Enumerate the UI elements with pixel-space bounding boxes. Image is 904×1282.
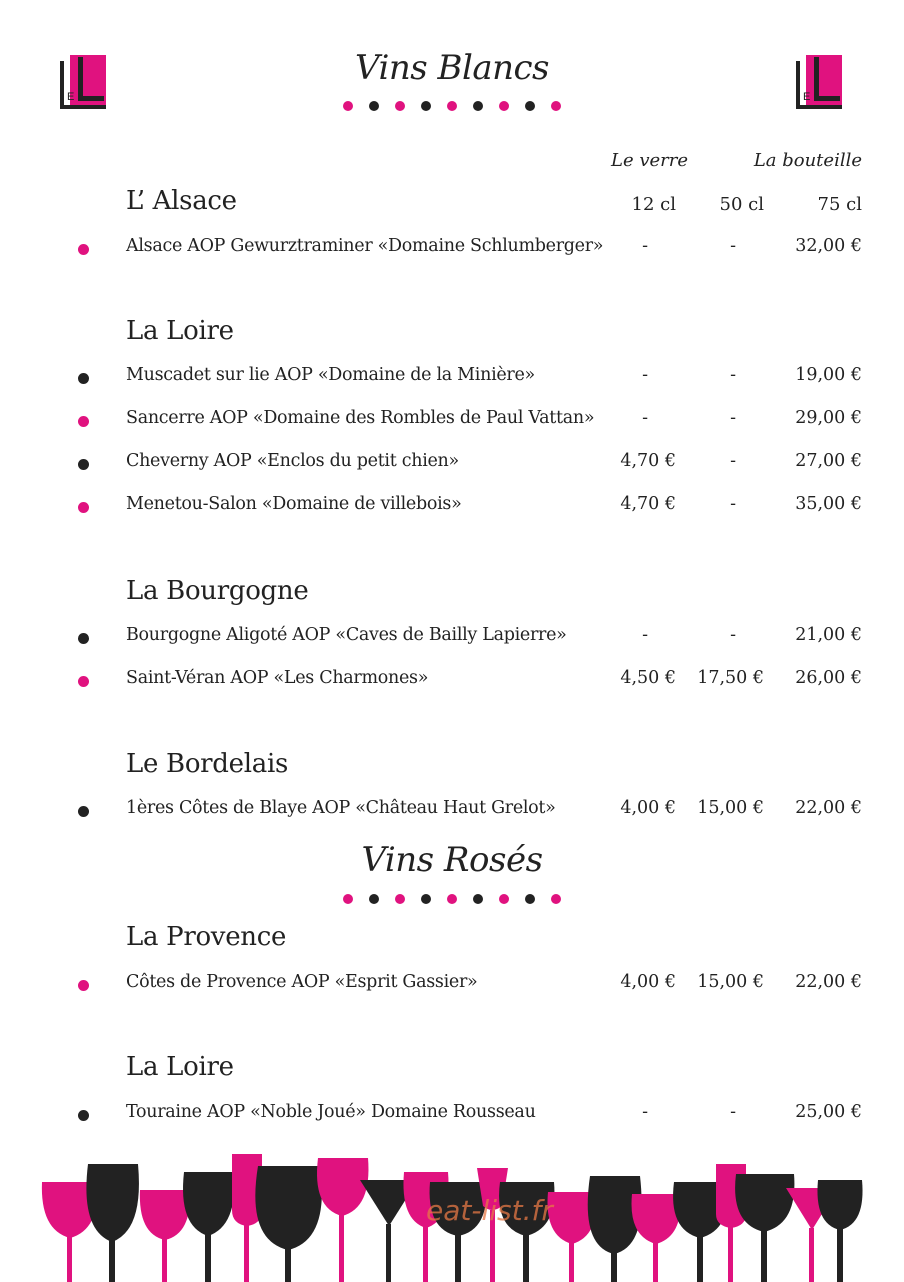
wine-row <box>0 234 904 264</box>
price-bottle: 32,00 € <box>795 236 862 256</box>
wine-name: Menetou-Salon «Domaine de villebois» <box>126 494 462 514</box>
wine-name: 1ères Côtes de Blaye AOP «Château Haut Grelot» <box>126 798 556 818</box>
column-size-75: 75 cl <box>817 194 862 215</box>
wine-row <box>0 623 904 653</box>
bullet-icon <box>78 1110 89 1121</box>
wine-name: Alsace AOP Gewurztraminer «Domaine Schlumberger» <box>126 236 604 256</box>
bullet-icon <box>78 459 89 470</box>
price-50cl: - <box>730 365 736 385</box>
wine-name: Touraine AOP «Noble Joué» Domaine Rousseau <box>126 1102 536 1122</box>
price-bottle: 22,00 € <box>795 972 862 992</box>
region-loire: La Loire <box>126 316 234 346</box>
bullet-icon <box>78 502 89 513</box>
price-bottle: 19,00 € <box>795 365 862 385</box>
section-title-roses: Vins Rosés <box>361 840 543 880</box>
bullet-icon <box>78 676 89 687</box>
price-50cl: - <box>730 408 736 428</box>
price-glass: - <box>642 408 648 428</box>
price-bottle: 29,00 € <box>795 408 862 428</box>
price-glass: 4,00 € <box>620 798 676 818</box>
price-50cl: - <box>730 494 736 514</box>
price-glass: - <box>642 1102 648 1122</box>
column-header-bottle: La bouteille <box>753 150 862 171</box>
region-bordelais: Le Bordelais <box>126 749 289 779</box>
price-glass: 4,50 € <box>620 668 676 688</box>
wine-row <box>0 363 904 393</box>
wine-row <box>0 1100 904 1130</box>
wine-name: Côtes de Provence AOP «Esprit Gassier» <box>126 972 478 992</box>
region-provence: La Provence <box>126 922 287 952</box>
price-glass: - <box>642 236 648 256</box>
price-50cl: - <box>730 625 736 645</box>
price-50cl: 15,00 € <box>697 798 764 818</box>
wine-row <box>0 970 904 1000</box>
dot-divider-blancs <box>0 96 904 115</box>
column-size-50: 50 cl <box>719 194 764 215</box>
price-50cl: 15,00 € <box>697 972 764 992</box>
watermark: eat-list.fr <box>426 1194 553 1227</box>
price-bottle: 26,00 € <box>795 668 862 688</box>
price-glass: 4,00 € <box>620 972 676 992</box>
bullet-icon <box>78 373 89 384</box>
bullet-icon <box>78 416 89 427</box>
svg-text:E: E <box>67 91 75 103</box>
bullet-icon <box>78 980 89 991</box>
wine-name: Saint-Véran AOP «Les Charmones» <box>126 668 429 688</box>
section-title-blancs: Vins Blancs <box>354 48 549 88</box>
price-bottle: 35,00 € <box>795 494 862 514</box>
price-glass: 4,70 € <box>620 451 676 471</box>
wine-row <box>0 492 904 522</box>
price-50cl: 17,50 € <box>697 668 764 688</box>
region-loire-rose: La Loire <box>126 1052 234 1082</box>
bullet-icon <box>78 633 89 644</box>
wine-row <box>0 666 904 696</box>
wine-row <box>0 406 904 436</box>
price-bottle: 27,00 € <box>795 451 862 471</box>
price-bottle: 21,00 € <box>795 625 862 645</box>
price-bottle: 22,00 € <box>795 798 862 818</box>
wine-name: Sancerre AOP «Domaine des Rombles de Paul Vattan» <box>126 408 595 428</box>
dot-divider-roses <box>0 889 904 908</box>
region-bourgogne: La Bourgogne <box>126 576 309 606</box>
price-50cl: - <box>730 1102 736 1122</box>
column-header-glass: Le verre <box>611 150 689 171</box>
price-glass: - <box>642 365 648 385</box>
price-glass: - <box>642 625 648 645</box>
wine-row <box>0 449 904 479</box>
price-bottle: 25,00 € <box>795 1102 862 1122</box>
region-alsace: L’ Alsace <box>126 186 237 216</box>
price-50cl: - <box>730 236 736 256</box>
price-50cl: - <box>730 451 736 471</box>
bullet-icon <box>78 806 89 817</box>
bullet-icon <box>78 244 89 255</box>
wine-row <box>0 796 904 826</box>
wine-name: Muscadet sur lie AOP «Domaine de la Minière» <box>126 365 535 385</box>
svg-text:E: E <box>803 91 811 103</box>
wine-name: Bourgogne Aligoté AOP «Caves de Bailly Lapierre» <box>126 625 567 645</box>
price-glass: 4,70 € <box>620 494 676 514</box>
wine-name: Cheverny AOP «Enclos du petit chien» <box>126 451 459 471</box>
column-size-12: 12 cl <box>631 194 676 215</box>
